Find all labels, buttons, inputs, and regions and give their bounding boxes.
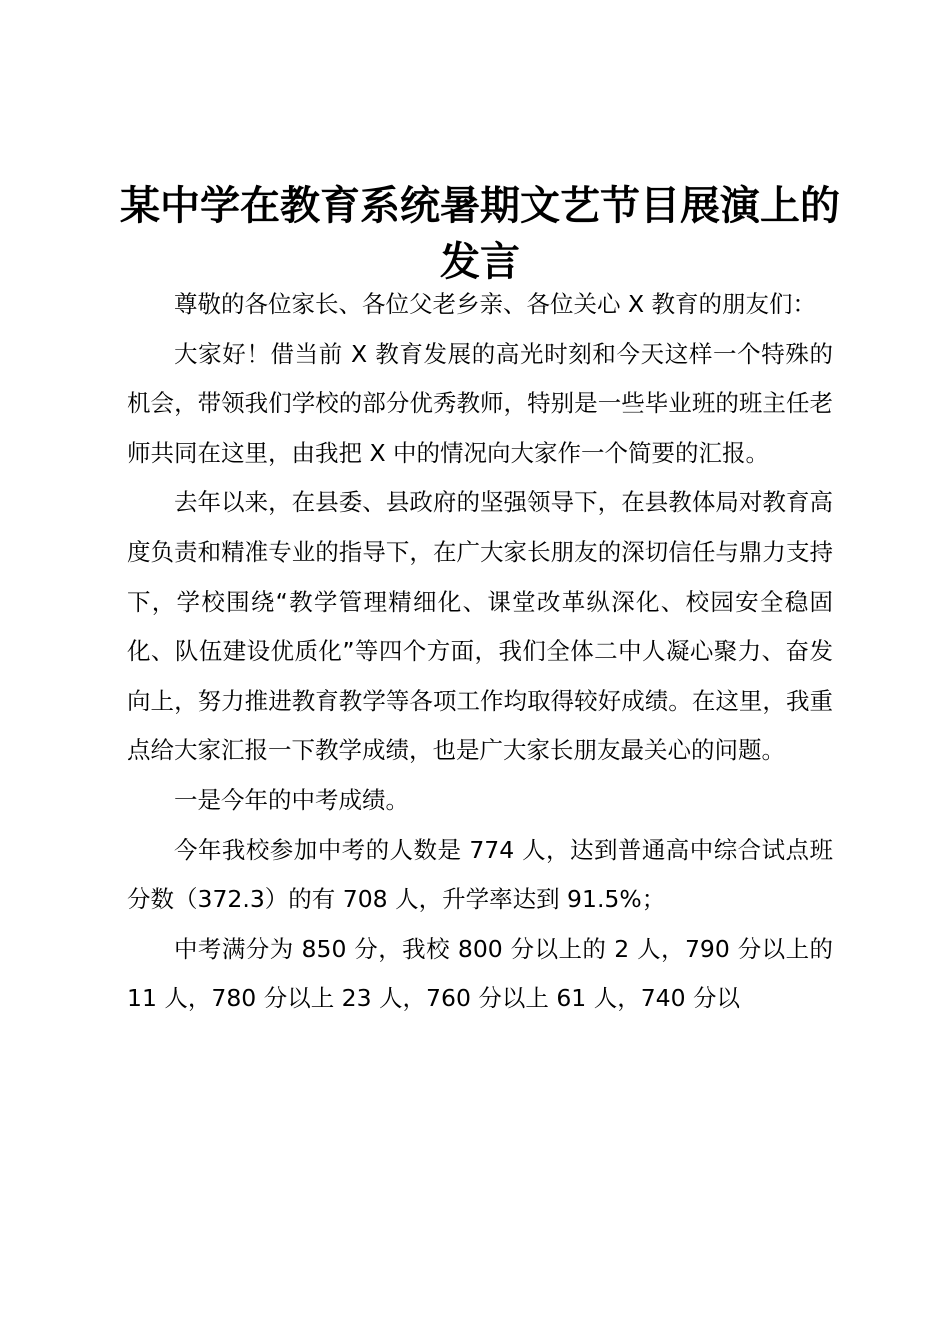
paragraph-greeting: 大家好！借当前 X 教育发展的高光时刻和今天这样一个特殊的机会，带领我们学校的部分优秀教师，特别是一些毕业班的班主任老师共同在这里，由我把 X 中的情况向大家作一个简要的汇报。	[127, 339, 833, 467]
document-body	[127, 280, 833, 1024]
paragraph-exam-results: 今年我校参加中考的人数是 774 人，达到普通高中综合试点班分数（372.3）的有 708 人，升学率达到 91.5%；	[127, 835, 833, 914]
paragraph-salutation: 尊敬的各位家长、各位父老乡亲、各位关心 X 教育的朋友们：	[174, 290, 817, 318]
paragraph-score-breakdown: 中考满分为 850 分，我校 800 分以上的 2 人，790 分以上的 11 人，780 分以上 23 人，760 分以上 61 人，740 分以	[127, 934, 833, 1013]
paragraph-section-heading: 一是今年的中考成绩。	[174, 785, 409, 814]
document-title: 某中学在教育系统暑期文艺节目展演上的发言	[120, 182, 840, 285]
paragraph-overview: 去年以来，在县委、县政府的坚强领导下，在县教体局对教育高度负责和精准专业的指导下，在广大家长朋友的深切信任与鼎力支持下，学校围绕“教学管理精细化、课堂改革纵深化、校园安全稳固化、队伍建设优质化”等四个方面，我们全体二中人凝心聚力、奋发向上，努力推进教育教学等各项工作均取得较好成绩。在这里，我重点给大家汇报一下教学成绩，也是广大家长朋友最关心的问题。	[127, 488, 833, 765]
